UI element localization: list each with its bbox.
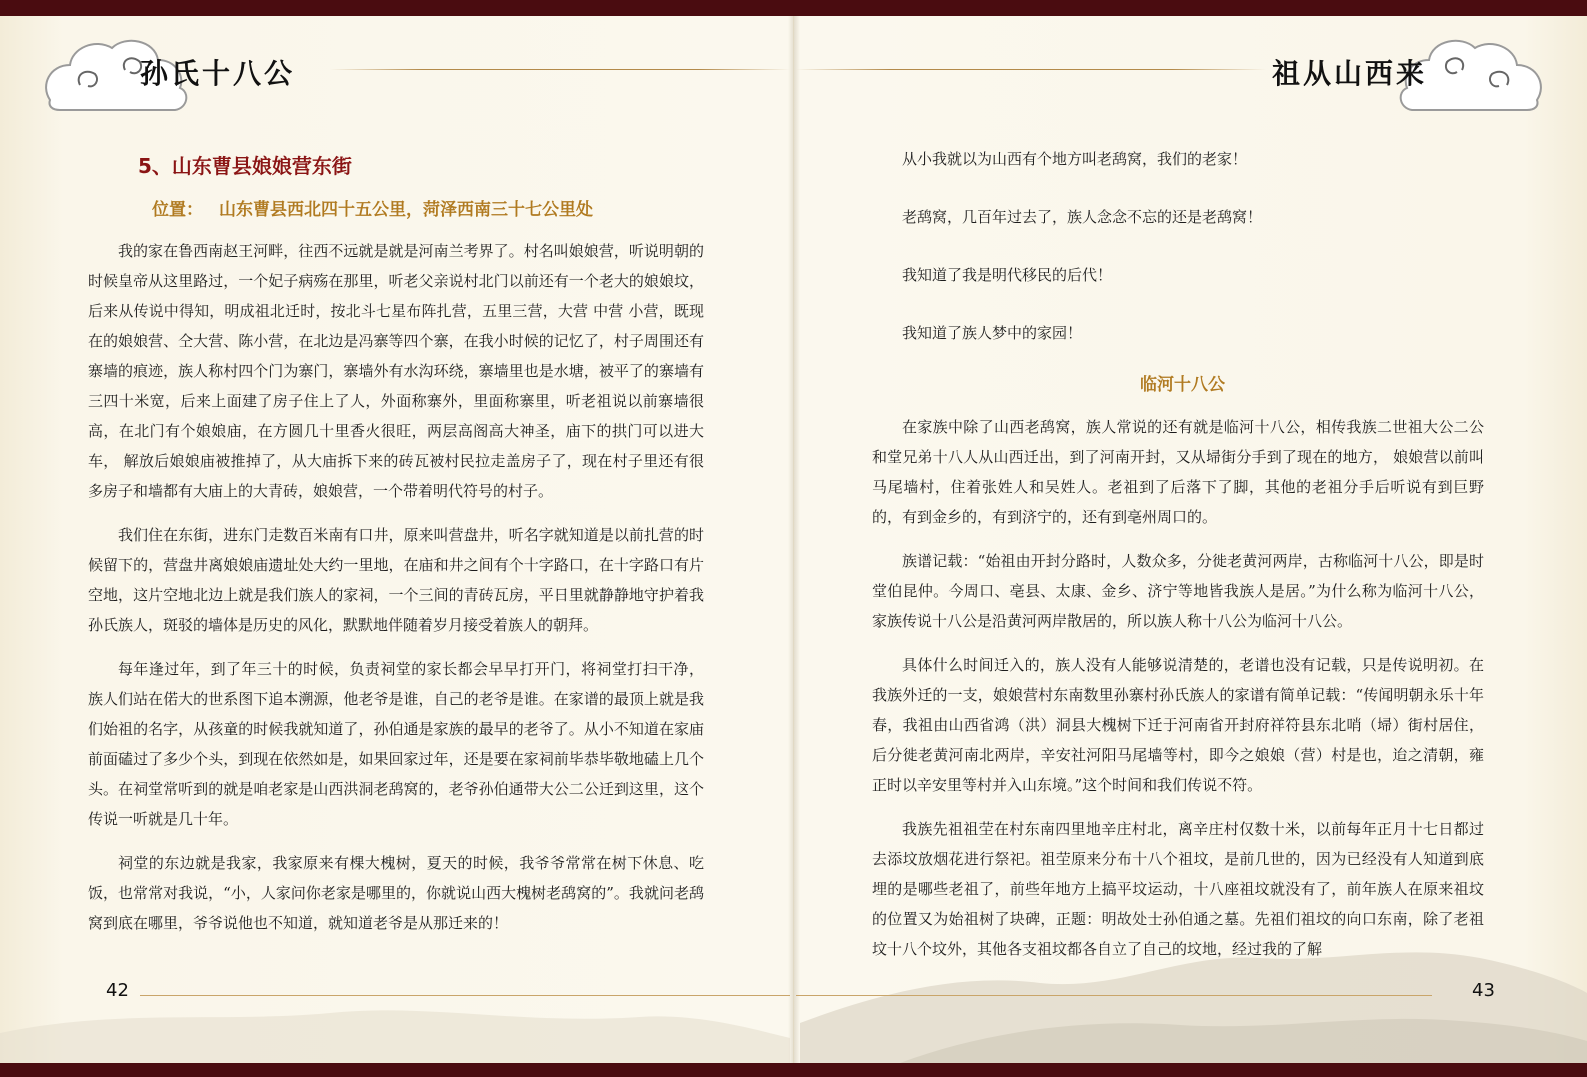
header-right-title: 祖从山西来 [1271, 57, 1427, 90]
location-line [152, 195, 593, 220]
header-rule-left [330, 69, 790, 70]
section-title: 5、山东曹县娘娘营东街 [138, 154, 352, 178]
paragraph: 我们住在东街，进东门走数百米南有口井，原来叫营盘井，听名字就知道是以前扎营的时候留下的，营盘井离娘娘庙遗址处大约一里地，在庙和井之间有个十字路口，在十字路口有片空地，这片空地北边上就是我们族人的家祠，一个三间的青砖瓦房，平日里就静静地守护着我孙氏族人，斑驳的墙体是历史的风化，默默地伴随着岁月接受着族人的朝拜。 [88, 526, 704, 634]
location-label: 位置： [152, 200, 203, 220]
header-left-title: 孙氏十八公 [140, 57, 296, 90]
paragraph: 我的家在鲁西南赵王河畔，往西不远就是就是河南兰考界了。村名叫娘娘营，听说明朝的时候皇帝从这里路过，一个妃子病殇在那里，听老父亲说村北门以前还有一个老大的娘娘坟，后来从传说中得知，明成祖北迁时，按北斗七星布阵扎营，五里三营，大营 中营 小营，既现在的娘娘营、仝大营、陈小营，在北边是冯寨等四个寨，在我小时候的记忆了，村子周围还有寨墙的痕迹，族人称村四个门为寨门，寨墙外有水沟环绕，寨墙里也是水塘，被平了的寨墙有三四十米宽，后来上面建了房子住上了人，外面称寨外，里面称寨里，听老祖说以前寨墙很高，在北门有个娘娘庙，在方圆几十里香火很旺，两层高阁高大神圣，庙下的拱门可以进大车， 解放后娘娘庙被推掉了，从大庙拆下来的砖瓦被村民拉走盖房子了，现在村子里还有很多房子和墙都有大庙上的大青砖，娘娘营，一个带着明代符号的村子。 [88, 242, 704, 500]
paragraph: 祠堂的东边就是我家，我家原来有棵大槐树，夏天的时候，我爷爷常常在树下休息、吃饭，也常常对我说，“小，人家问你老家是哪里的，你就说山西大槐树老鸹窝的”。我就问老鸹窝到底在哪里，爷爷说他也不知道，就知道老爷是从那迁来的！ [88, 854, 704, 932]
short-line: 我知道了我是明代移民的后代！ [902, 266, 1113, 284]
paragraph: 每年逢过年，到了年三十的时候，负责祠堂的家长都会早早打开门，将祠堂打扫干净， 族人们站在偌大的世系图下追本溯源，他老爷是谁，自己的老爷是谁。在家谱的最顶上就是我们始祖的名字，从孩童的时候我就知道了，孙伯通是家族的最早的老爷了。从小不知道在家庙前面磕过了多少个头，到现在依然如是，如果回家过年，还是要在家祠前毕恭毕敬地磕上几个头。在祠堂常听到的就是咱老家是山西洪洞老鸹窝的，老爷孙伯通带大公二公迁到这里，这个传说一听就是几十年。 [88, 660, 704, 828]
header-rule-right [796, 69, 1266, 70]
footer-rule-left [140, 995, 790, 996]
short-line: 我知道了族人梦中的家园！ [902, 324, 1083, 342]
page-number-left: 42 [106, 980, 129, 1001]
sub-heading: 临河十八公 [1140, 375, 1225, 395]
short-line: 老鸹窝，几百年过去了，族人念念不忘的还是老鸹窝！ [902, 208, 1263, 226]
top-border-bar [0, 0, 1587, 16]
location-text: 山东曹县西北四十五公里，菏泽西南三十七公里处 [219, 200, 593, 220]
left-page-body [88, 236, 704, 952]
page-number-right: 43 [1472, 980, 1495, 1001]
paragraph: 具体什么时间迁入的，族人没有人能够说清楚的，老谱也没有记载，只是传说明初。在我族外迁的一支，娘娘营村东南数里孙寨村孙氏族人的家谱有简单记载：“传闻明朝永乐十年春，我祖由山西省鸿（洪）洞县大槐树下迁于河南省开封府祥符县东北哨（埽）街村居住，后分徙老黄河南北两岸，辛安社河阳马尾墙等村，即今之娘娘（营）村是也，迨之清朝，雍正时以辛安里等村并入山东境。”这个时间和我们传说不符。 [872, 656, 1484, 794]
right-page-body [872, 412, 1484, 978]
book-spine [788, 16, 800, 1063]
paragraph: 我族先祖祖茔在村东南四里地辛庄村北，离辛庄村仅数十米，以前每年正月十七日都过去添坟放烟花进行祭祀。祖茔原来分布十八个祖坟，是前几世的，因为已经没有人知道到底埋的是哪些老祖了，前些年地方上搞平坟运动，十八座祖坟就没有了，前年族人在原来祖坟的位置又为始祖树了块碑，正题：明故处士孙伯通之墓。先祖们祖坟的向口东南，除了老祖坟十八个坟外，其他各支祖坟都各自立了自己的坟地，经过我的了解 [872, 820, 1484, 958]
paragraph: 在家族中除了山西老鸹窝，族人常说的还有就是临河十八公，相传我族二世祖大公二公和堂兄弟十八人从山西迁出，到了河南开封，又从埽街分手到了现在的地方， 娘娘营以前叫马尾墙村，住着张姓人和吴姓人。老祖到了后落下了脚，其他的老祖分手后听说有到巨野的，有到金乡的，有到济宁的，还有到亳州周口的。 [872, 418, 1484, 526]
short-line: 从小我就以为山西有个地方叫老鸹窝，我们的老家！ [902, 150, 1248, 168]
bottom-border-bar [0, 1063, 1587, 1077]
paragraph: 族谱记载：“始祖由开封分路时，人数众多，分徙老黄河两岸，古称临河十八公，即是时堂伯昆仲。今周口、亳县、太康、金乡、济宁等地皆我族人是居。”为什么称为临河十八公，家族传说十八公是沿黄河两岸散居的，所以族人称十八公为临河十八公。 [872, 552, 1484, 630]
right-page-short-lines [872, 144, 1484, 376]
footer-rule-right [796, 995, 1432, 996]
